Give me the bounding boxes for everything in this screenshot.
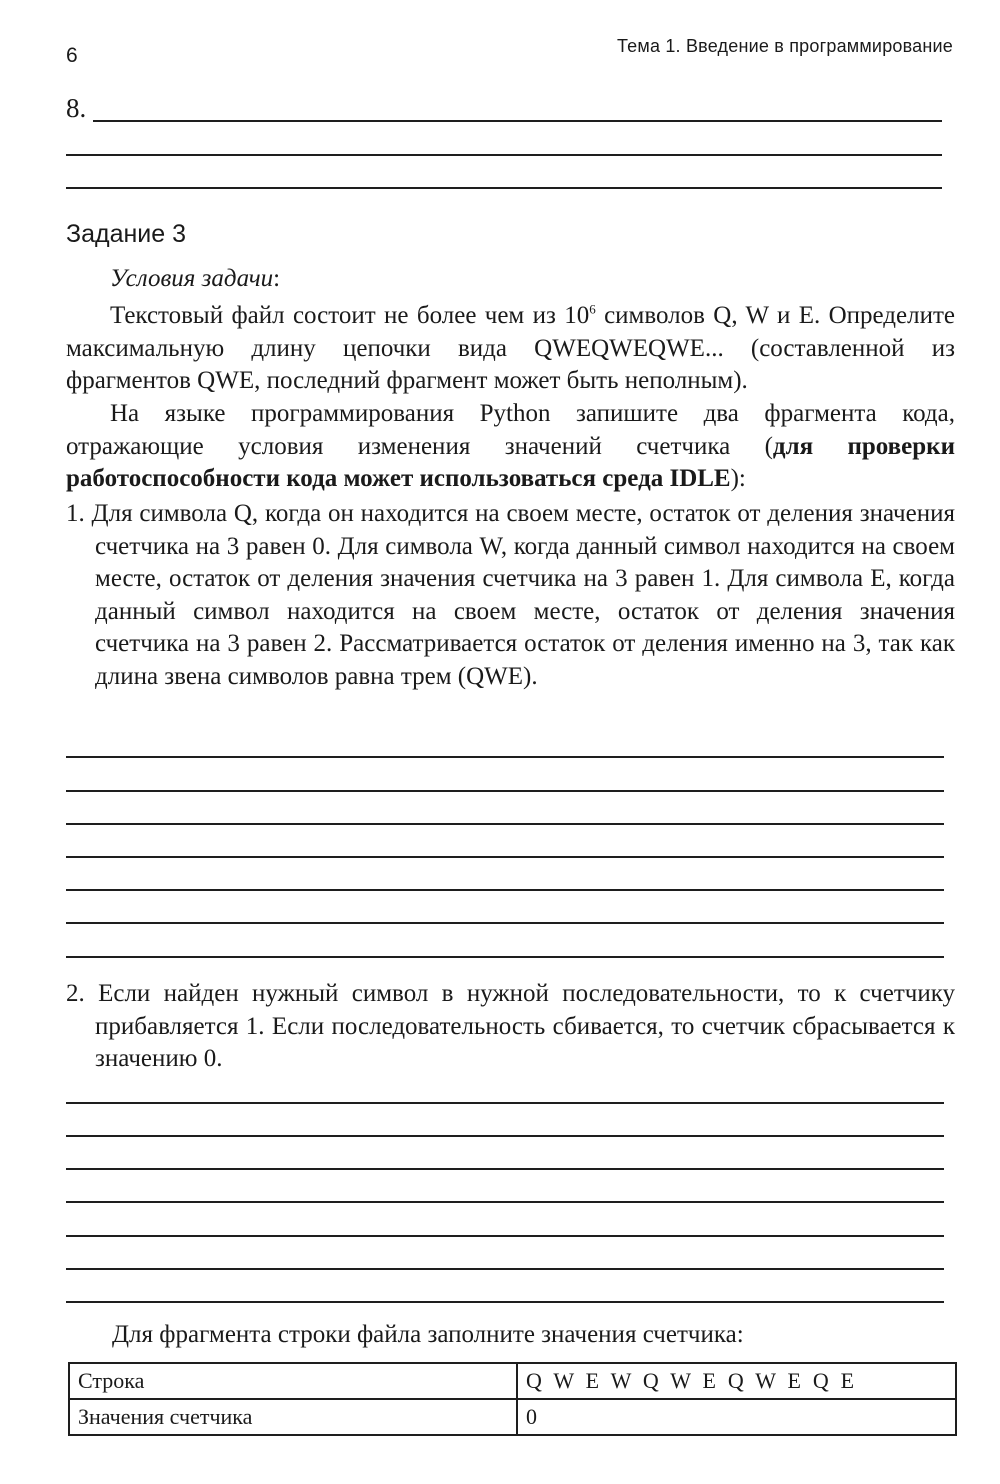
string-sequence: Q W E W Q W E Q W E Q E: [517, 1363, 956, 1399]
answer-line[interactable]: [66, 1235, 944, 1237]
answer-line[interactable]: [66, 154, 942, 156]
answer-line[interactable]: [66, 790, 944, 792]
step-1-text: 1. Для символа Q, когда он находится на своем месте, остаток от деления значения счетчика на 3 равен 0. Для символа W, когда данный символ находится на своем месте, остаток от деления значения счетчика на 3 равен 1. Для символа E, когда данный символ находится на своем месте, остаток от деления значения счетчика на 3 равен 2. Рассматривается остаток от деления именно на 3, так как длина звена символов равна трем (QWE).: [66, 500, 955, 690]
answer-line[interactable]: [66, 956, 944, 958]
conditions-label-text: Условия задачи: [110, 265, 274, 292]
answer-line[interactable]: [66, 856, 944, 858]
answer-line[interactable]: [66, 1135, 944, 1137]
table-row: [69, 1363, 956, 1399]
answer-line[interactable]: [66, 889, 944, 891]
exponent: 6: [589, 301, 596, 317]
page-number: 6: [66, 44, 78, 67]
instruction-text: ):: [730, 465, 746, 492]
answer-line[interactable]: [66, 187, 942, 189]
condition-text: символов Q, W и E. Определите максимальную длину цепочки вида QWEQWEQWE... (составленной из фрагментов QWE, последний фрагмент может быть неполным).: [66, 302, 955, 394]
task-heading: Задание 3: [66, 220, 187, 248]
answer-line[interactable]: [66, 922, 944, 924]
answer-line[interactable]: [66, 756, 944, 758]
step-2-text: 2. Если найден нужный символ в нужной последовательности, то к счетчику прибавляется 1. Если последовательность сбивается, то счетчик сбрасывается к значению 0.: [66, 980, 955, 1072]
row-label: Строка: [69, 1363, 517, 1399]
instruction-text: На языке программирования Python запишите два фрагмента кода, отражающие условия изменения значений счетчика (: [66, 400, 955, 460]
conditions-label-colon: :: [273, 265, 281, 292]
table-caption: Для фрагмента строки файла заполните значения счетчика:: [112, 1321, 744, 1348]
answer-line[interactable]: [66, 1102, 944, 1104]
answer-line[interactable]: [66, 1268, 944, 1270]
condition-paragraph-1: [66, 300, 955, 398]
condition-text: Текстовый файл состоит не более чем из 10: [110, 302, 590, 329]
answer-line[interactable]: [66, 1201, 944, 1203]
conditions-label: [110, 265, 280, 293]
item-8-number: 8.: [66, 93, 87, 123]
answer-line[interactable]: [66, 1301, 944, 1303]
condition-paragraph-2: [66, 398, 955, 496]
running-header: Тема 1. Введение в программирование: [616, 36, 953, 56]
counter-values-cell[interactable]: 0: [517, 1399, 956, 1435]
table-row: [69, 1399, 956, 1435]
counter-table: [68, 1362, 957, 1436]
instruction-bold-text: для проверки работоспособности кода может использоваться среда IDLE: [66, 432, 955, 492]
answer-line[interactable]: [66, 1168, 944, 1170]
row-label: Значения счетчика: [69, 1399, 517, 1435]
answer-line[interactable]: [66, 823, 944, 825]
answer-line[interactable]: [93, 120, 942, 122]
